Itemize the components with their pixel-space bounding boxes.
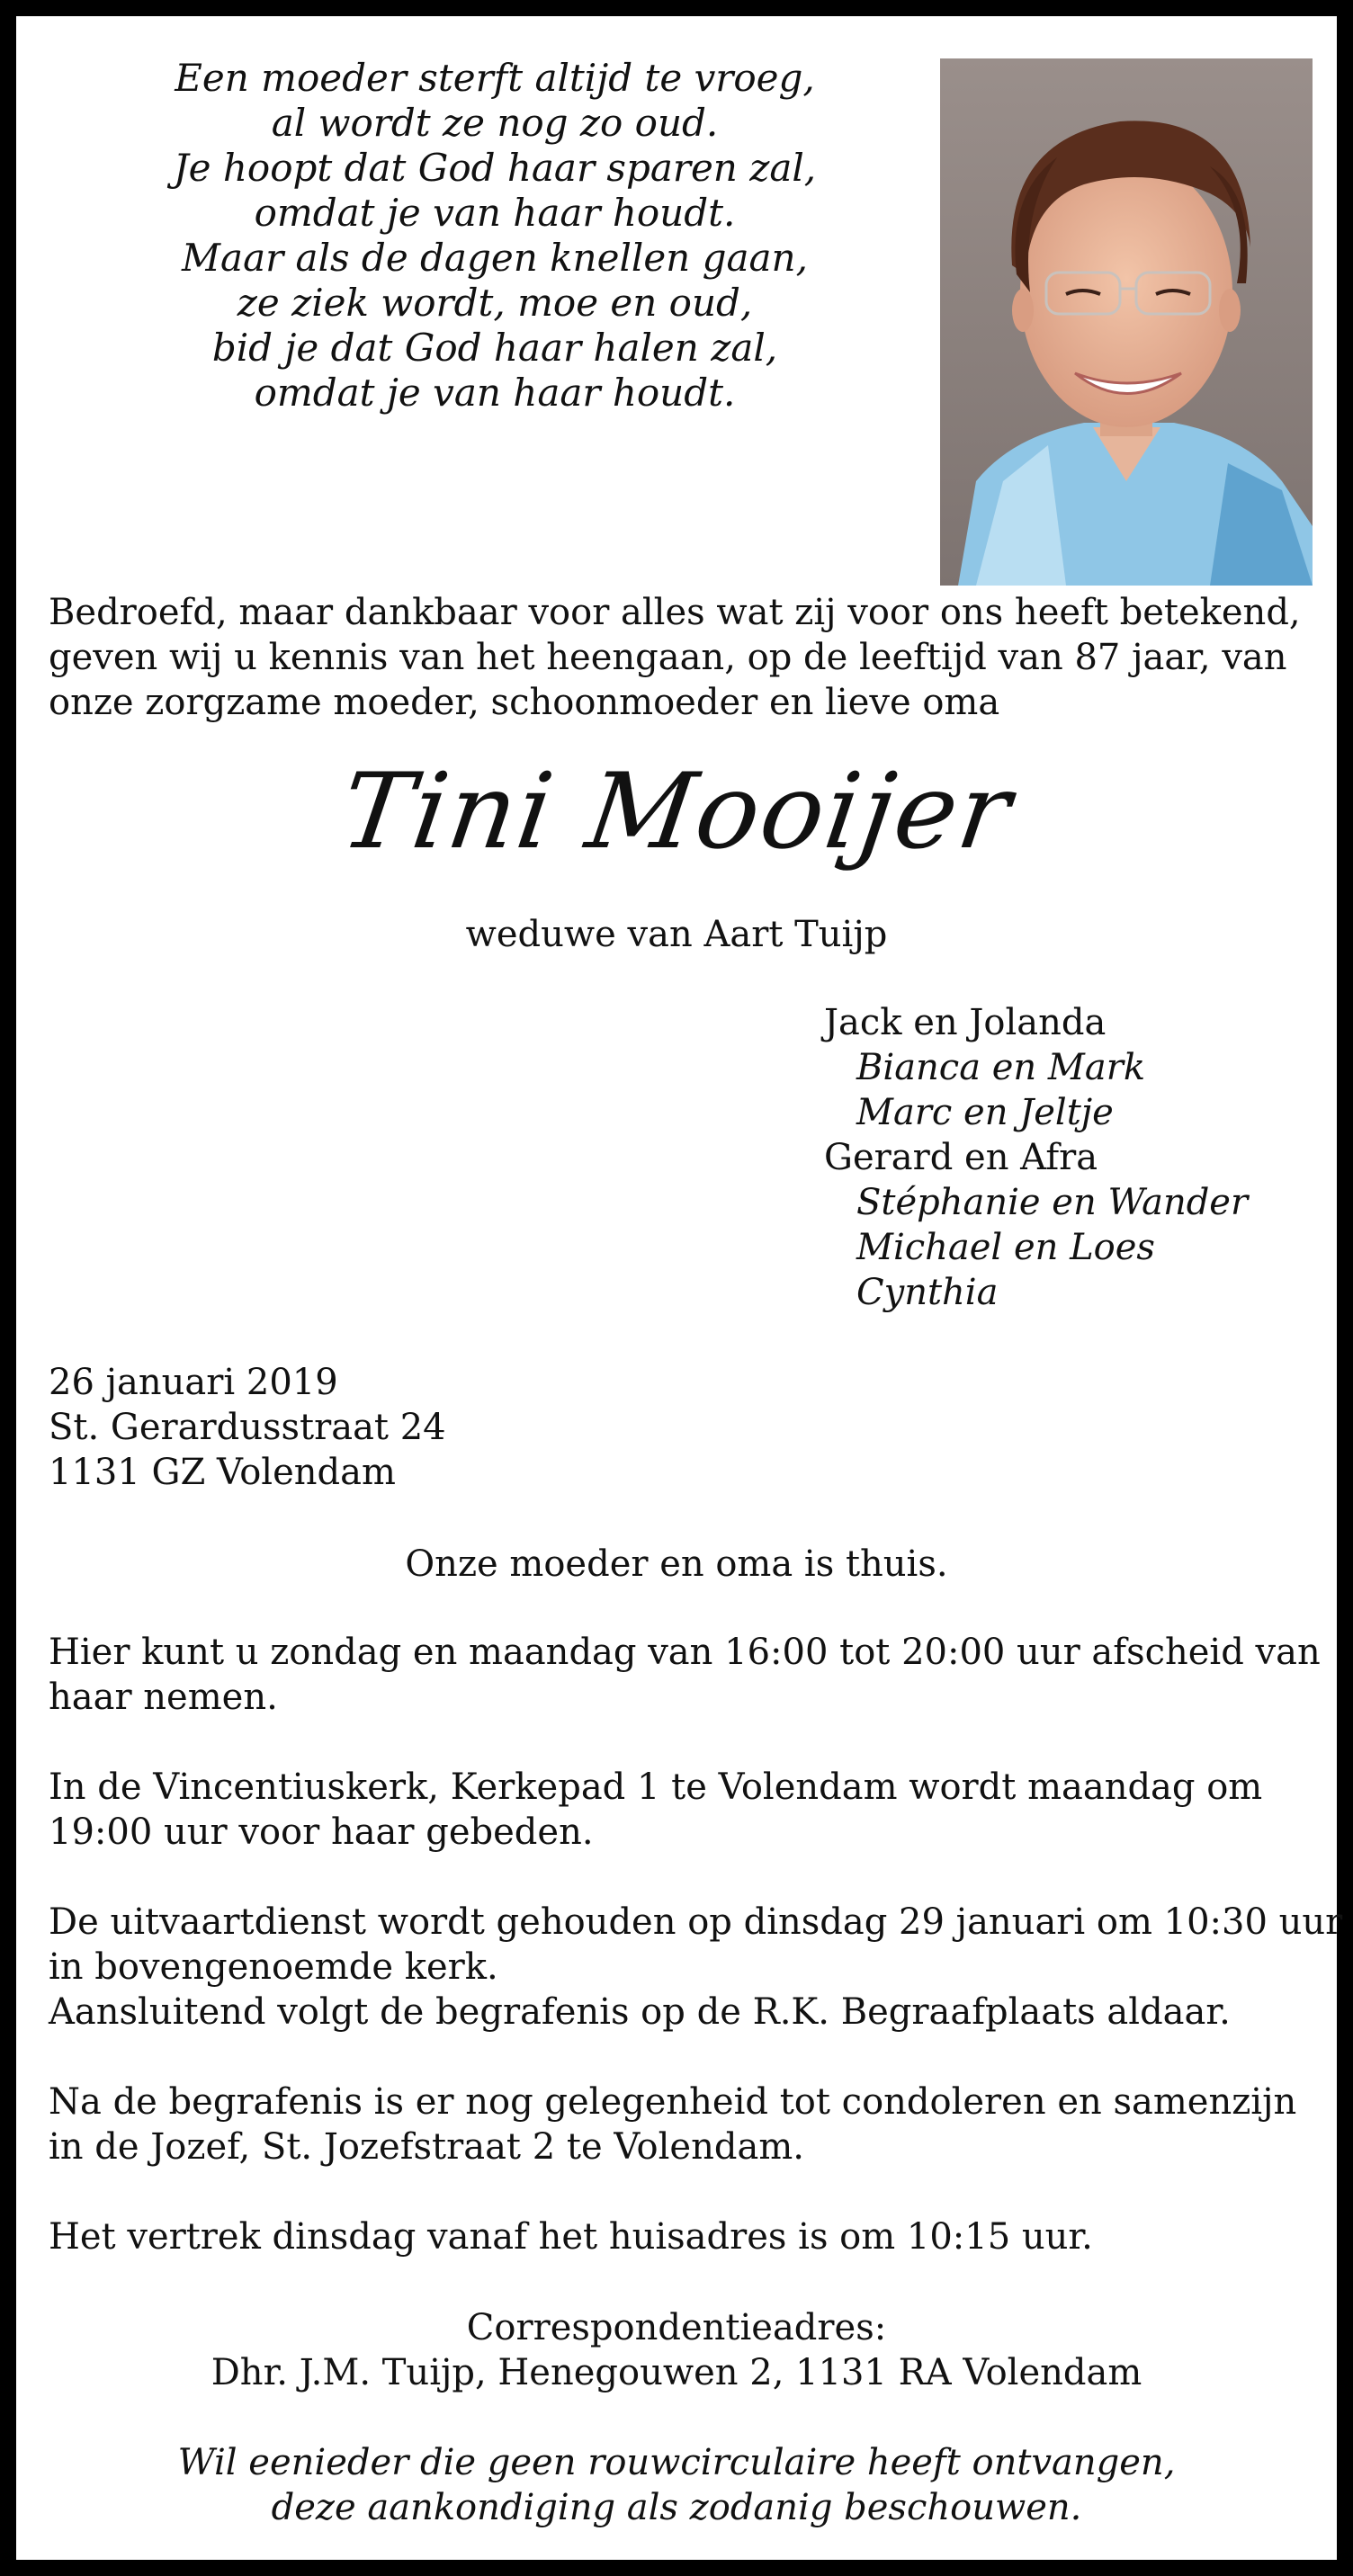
poem-line: ze ziek wordt, moe en oud, [237,281,753,325]
date-address [49,1360,1308,1495]
poem [99,56,891,416]
family-member: Jack en Jolanda [824,1002,1107,1043]
service-paragraph [49,1900,1343,2035]
date-text: 26 januari 2019 [49,1362,338,1403]
family-member-child: Michael en Loes [856,1227,1155,1268]
condolence-paragraph [49,2080,1308,2169]
intro-line: Bedroefd, maar dankbaar voor alles wat zij voor ons heeft betekend, [49,592,1301,633]
farewell-paragraph [49,1630,1321,1720]
widow-of-text: weduwe van Aart Tuijp [465,914,888,955]
farewell-line: Hier kunt u zondag en maandag van 16:00 tot 20:00 uur afscheid van [49,1632,1321,1673]
intro-line: onze zorgzame moeder, schoonmoeder en lieve oma [49,682,1000,723]
poem-line: Je hoopt dat God haar sparen zal, [173,146,817,190]
closing-line: Wil eenieder die geen rouwcirculaire heeft ontvangen, [177,2442,1176,2483]
service-line: in bovengenoemde kerk. [49,1946,498,1988]
prayer-paragraph [49,1765,1308,1855]
street-text: St. Gerardusstraat 24 [49,1407,446,1448]
widow-of [0,912,1353,957]
intro-paragraph [49,590,1308,725]
poem-line: omdat je van haar houdt. [254,191,736,235]
closing-note [0,2440,1353,2530]
poem-line: al wordt ze nog zo oud. [271,101,719,145]
farewell-line: haar nemen. [49,1677,278,1718]
poem-line: omdat je van haar houdt. [254,371,736,415]
portrait-photo [940,58,1313,586]
family-member: Gerard en Afra [824,1137,1098,1178]
correspondence-block [0,2305,1353,2395]
poem-line: Een moeder sterft altijd te vroeg, [175,56,815,100]
family-list [824,1000,1248,1315]
poem-line: bid je dat God haar halen zal, [211,326,778,370]
departure-text: Het vertrek dinsdag vanaf het huisadres is om 10:15 uur. [49,2216,1093,2258]
at-home-notice [0,1542,1353,1587]
family-member-child: Bianca en Mark [856,1047,1146,1088]
service-line: De uitvaartdienst wordt gehouden op dinsdag 29 januari om 10:30 uur [49,1901,1343,1943]
condolence-line: Na de begrafenis is er nog gelegenheid tot condoleren en samenzijn [49,2081,1297,2123]
poem-line: Maar als de dagen knellen gaan, [182,236,808,280]
family-member-child: Cynthia [856,1272,999,1313]
correspondence-label: Correspondentieadres: [466,2307,887,2348]
family-member-child: Stéphanie en Wander [856,1182,1249,1223]
condolence-line: in de Jozef, St. Jozefstraat 2 te Volendam. [49,2126,804,2168]
deceased-name: Tini Mooijer [334,751,1019,872]
departure-paragraph [49,2214,1308,2259]
closing-line: deze aankondiging als zodanig beschouwen. [271,2487,1082,2528]
service-line: Aansluitend volgt de begrafenis op de R.K. Begraafplaats aldaar. [49,1991,1231,2033]
prayer-line: In de Vincentiuskerk, Kerkepad 1 te Volendam wordt maandag om [49,1767,1263,1808]
city-text: 1131 GZ Volendam [49,1452,396,1493]
at-home-text: Onze moeder en oma is thuis. [405,1543,948,1585]
prayer-line: 19:00 uur voor haar gebeden. [49,1811,594,1853]
family-member-child: Marc en Jeltje [856,1092,1114,1133]
correspondence-address: Dhr. J.M. Tuijp, Henegouwen 2, 1131 RA Volendam [211,2352,1142,2393]
intro-line: geven wij u kennis van het heengaan, op de leeftijd van 87 jaar, van [49,637,1287,678]
